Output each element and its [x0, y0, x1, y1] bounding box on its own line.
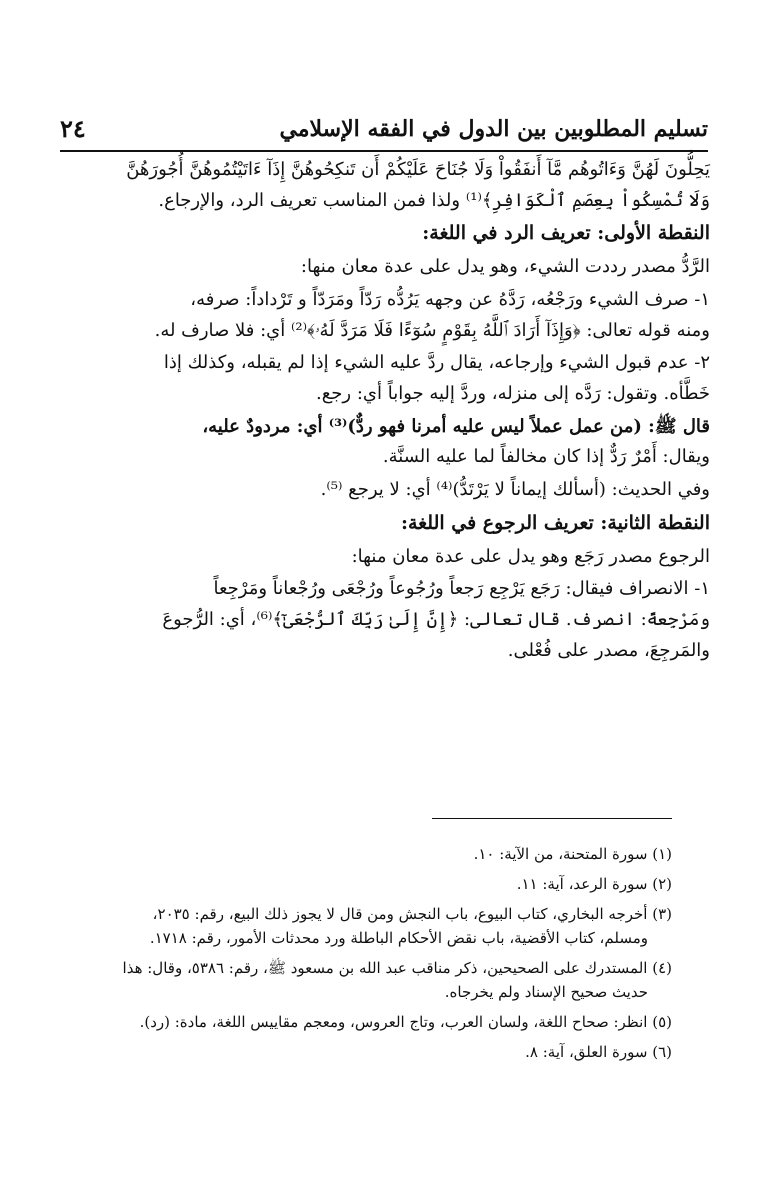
body-text — [52, 160, 710, 673]
paragraph-meaning-2 — [52, 353, 710, 404]
footnote-text: انظر: صحاح اللغة، ولسان العرب، وتاج العروس، ومعجم مقاييس اللغة، مادة: (رد). — [139, 1013, 648, 1031]
text-line: الرَّدُّ مصدر رددت الشيء، وهو يدل على عدة معان منها: — [300, 256, 710, 278]
paragraph-quran-continuation — [52, 160, 710, 211]
footnotes — [60, 842, 672, 1070]
footnote-number: (١) — [652, 845, 672, 863]
text-line: ويقال: أَمْرٌ رَدٌّ إذا كان مخالفاً لما عليه السنَّة. — [382, 446, 710, 468]
footnote-number: (٤) — [652, 959, 672, 977]
page-header — [60, 110, 708, 152]
footnote-number: (٥) — [652, 1013, 672, 1031]
text-line: ومَرْجِعةً: انصرف. قال تعالى: ﴿إِنَّ إِلَىٰ رَبِّكَ ٱلرُّجْعَىٰٓ﴾⁽⁶⁾، أي: الرُّجوعَ — [162, 608, 710, 630]
text-line: وفي الحديث: (أسألك إيماناً لا يَرْتَدُّ)⁽⁴⁾ أي: لا يرجع ⁽⁵⁾. — [320, 479, 710, 501]
paragraph-hadith — [52, 417, 710, 468]
text-line: قال ﷺ: (من عمل عملاً ليس عليه أمرنا فهو ردٌّ)⁽³⁾ أي: مردودٌ عليه، — [202, 415, 710, 437]
footnote-text: سورة الرعد، آية: ١١. — [516, 875, 648, 893]
text-line: ١- صرف الشيء ورَجْعُه، رَدَّهُ عن وجهه يَرُدُّه رَدّاً ومَرَدّاً و تَرْداداً: صرفه، — [190, 288, 710, 310]
section-heading-1: النقطة الأولى: تعريف الرد في اللغة: — [422, 222, 710, 245]
footnote — [60, 956, 672, 1004]
page-number: ٢٤ — [60, 114, 86, 143]
text-line: الرجوع مصدر رَجَع وهو يدل على عدة معان منها: — [351, 545, 710, 567]
text-line: يَحِلُّونَ لَهُنَّ وَءَاتُوهُم مَّآ أَنفَقُواْ وَلَا جُنَاحَ عَلَيْكُمْ أَن تَنكِحُوهُنَّ إِذَآ ءَاتَيْتُمُوهُنَّ أُجُورَهُنَّ — [126, 159, 710, 180]
footnote — [60, 902, 672, 950]
section-heading-2: النقطة الثانية: تعريف الرجوع في اللغة: — [400, 511, 710, 534]
text-line: والمَرجِعَ، مصدر على فُعْلى. — [507, 639, 710, 661]
footnote — [60, 872, 672, 896]
footnote-number: (٦) — [652, 1043, 672, 1061]
footnote-text: أخرجه البخاري، كتاب البيوع، باب النجش ومن قال لا يجوز ذلك البيع، رقم: ٢٠٣٥، — [152, 905, 648, 923]
footnote-text: المستدرك على الصحيحين، ذكر مناقب عبد الله بن مسعود ﷺ، رقم: ٥٣٨٦، وقال: هذا — [122, 959, 648, 977]
footnote-text-continued: ومسلم، كتاب الأقضية، باب نقض الأحكام الباطلة ورد محدثات الأمور، رقم: ١٧١٨. — [149, 929, 648, 947]
text-line: ١- الانصراف فيقال: رَجَع يَرْجِع رَجعاً ورُجُوعاً ورُجْعَى ورُجْعاناً ومَرْجِعاً — [213, 578, 710, 600]
footnote-separator — [432, 818, 672, 819]
text-line: وَلَا تُمْسِكُواْ بِعِصَمِ ٱلْكَوَافِرِ﴾⁽¹⁾ ولذا فمن المناسب تعريف الرد، والإرجاع. — [158, 189, 710, 211]
footnote-text-continued: حديث صحيح الإسناد ولم يخرجاه. — [444, 983, 648, 1001]
text-line: ومنه قوله تعالى: ﴿وَإِذَآ أَرَادَ ٱللَّهُ بِقَوْمٍ سُوٓءًا فَلَا مَرَدَّ لَهُۥ﴾⁽²⁾ أي: فلا صارف له. — [154, 319, 710, 341]
footnote-text: سورة المتحنة، من الآية: ١٠. — [473, 845, 648, 863]
running-title: تسليم المطلوبين بين الدول في الفقه الإسلامي — [279, 116, 708, 142]
footnote-number: (٣) — [652, 905, 672, 923]
footnote — [60, 1040, 672, 1064]
footnote — [60, 1010, 672, 1034]
text-line: خَطَّأه. وتقول: رَدَّه إلى منزله، وردَّ إليه جواباً أي: رجع. — [315, 382, 710, 404]
paragraph-rujoo-meaning-1 — [52, 579, 710, 661]
footnote-number: (٢) — [652, 875, 672, 893]
footnote — [60, 842, 672, 866]
paragraph-rujoo-definition — [52, 547, 710, 568]
paragraph-meaning-1 — [52, 290, 710, 341]
paragraph-radd-definition — [52, 257, 710, 278]
paragraph-hadith-2 — [52, 480, 710, 501]
footnote-text: سورة العلق، آية: ٨. — [525, 1043, 648, 1061]
text-line: ٢- عدم قبول الشيء وإرجاعه، يقال ردَّ عليه الشيء إذا لم يقبله، وكذلك إذا — [163, 352, 710, 374]
